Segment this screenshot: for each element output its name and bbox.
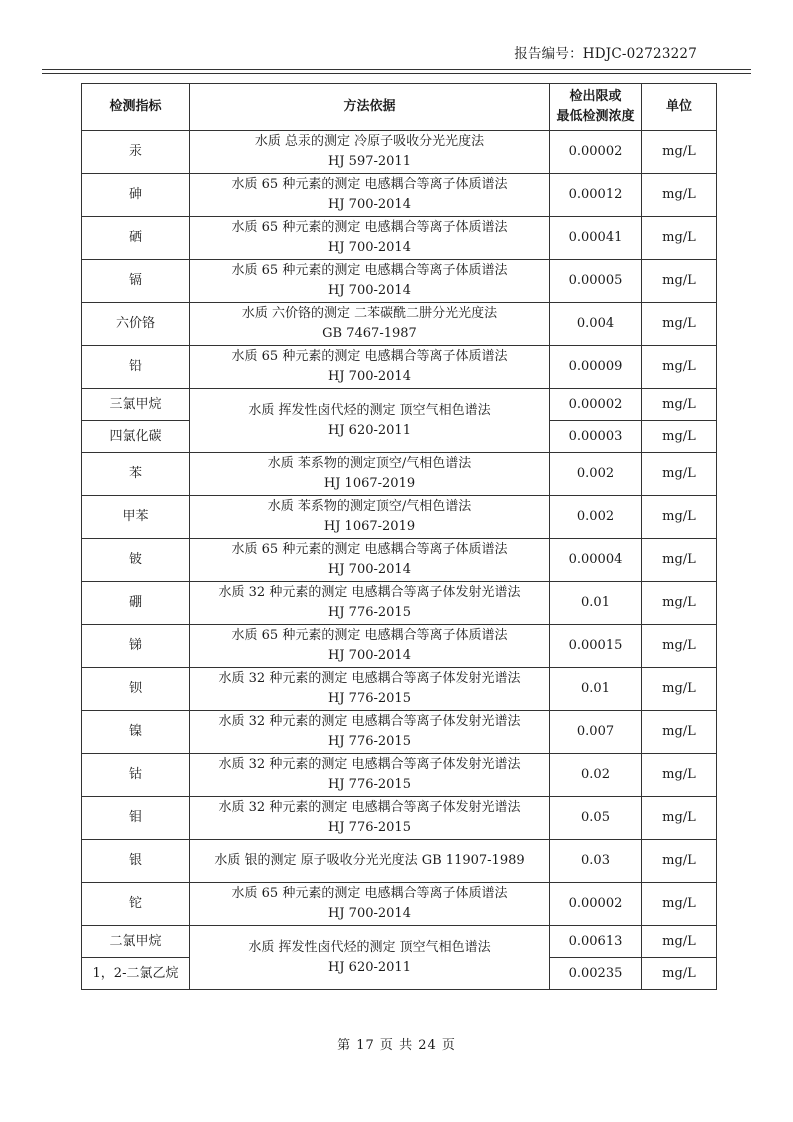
table-row xyxy=(82,217,717,260)
indicator-cell: 砷 xyxy=(82,174,190,217)
detection-limit-cell: 0.00009 xyxy=(550,346,642,389)
detection-limit-cell: 0.002 xyxy=(550,453,642,496)
method-text: 水质 32 种元素的测定 电感耦合等离子体发射光谱法 xyxy=(218,671,521,686)
method-standard: HJ 700-2014 xyxy=(328,197,411,212)
method-cell xyxy=(190,711,550,754)
method-cell xyxy=(190,625,550,668)
unit-cell: mg/L xyxy=(642,421,717,453)
detection-limit-cell: 0.00002 xyxy=(550,883,642,926)
method-text: 水质 65 种元素的测定 电感耦合等离子体质谱法 xyxy=(231,263,508,278)
indicator-cell: 银 xyxy=(82,840,190,883)
method-text: 水质 挥发性卤代烃的测定 顶空气相色谱法 xyxy=(248,402,491,418)
method-text: 水质 六价铬的测定 二苯碳酰二肼分光光度法 xyxy=(241,306,498,321)
method-cell xyxy=(190,174,550,217)
header-rule xyxy=(42,69,751,70)
indicator-cell: 苯 xyxy=(82,453,190,496)
detection-limit-cell: 0.00041 xyxy=(550,217,642,260)
method-text: 水质 65 种元素的测定 电感耦合等离子体质谱法 xyxy=(231,542,508,557)
indicator-cell: 钼 xyxy=(82,797,190,840)
detection-limit-cell: 0.007 xyxy=(550,711,642,754)
method-standard: HJ 700-2014 xyxy=(328,369,411,384)
test-results-table xyxy=(81,83,717,990)
unit-cell: mg/L xyxy=(642,926,717,958)
unit-cell: mg/L xyxy=(642,797,717,840)
method-standard: HJ 776-2015 xyxy=(328,820,411,835)
indicator-cell: 镍 xyxy=(82,711,190,754)
table-row xyxy=(82,754,717,797)
detection-limit-cell: 0.02 xyxy=(550,754,642,797)
detection-limit-cell: 0.004 xyxy=(550,303,642,346)
method-text: 水质 32 种元素的测定 电感耦合等离子体发射光谱法 xyxy=(218,800,521,815)
header-limit-line2: 最低检测浓度 xyxy=(556,109,635,124)
method-standard: HJ 700-2014 xyxy=(328,648,411,663)
unit-cell: mg/L xyxy=(642,582,717,625)
method-standard: HJ 776-2015 xyxy=(328,734,411,749)
method-cell xyxy=(190,389,550,453)
header-indicator: 检测指标 xyxy=(82,84,190,131)
method-standard: HJ 620-2011 xyxy=(328,959,411,975)
table-row xyxy=(82,131,717,174)
method-cell xyxy=(190,926,550,990)
unit-cell: mg/L xyxy=(642,303,717,346)
table-row xyxy=(82,625,717,668)
indicator-cell: 甲苯 xyxy=(82,496,190,539)
indicator-cell: 硒 xyxy=(82,217,190,260)
method-cell xyxy=(190,539,550,582)
method-standard: HJ 776-2015 xyxy=(328,605,411,620)
detection-limit-cell: 0.00002 xyxy=(550,131,642,174)
table-row xyxy=(82,260,717,303)
method-standard: HJ 776-2015 xyxy=(328,691,411,706)
header-rule xyxy=(42,73,751,74)
unit-cell: mg/L xyxy=(642,496,717,539)
report-number: 报告编号：HDJC-02723227 xyxy=(514,46,697,62)
table-row xyxy=(82,303,717,346)
method-cell xyxy=(190,496,550,539)
unit-cell: mg/L xyxy=(642,539,717,582)
indicator-cell: 铊 xyxy=(82,883,190,926)
detection-limit-cell: 0.01 xyxy=(550,668,642,711)
indicator-cell: 1，2-二氯乙烷 xyxy=(82,958,190,990)
table-row xyxy=(82,389,717,421)
unit-cell: mg/L xyxy=(642,711,717,754)
method-standard: HJ 700-2014 xyxy=(328,283,411,298)
method-cell xyxy=(190,582,550,625)
method-standard: HJ 1067-2019 xyxy=(323,519,416,534)
unit-cell: mg/L xyxy=(642,217,717,260)
method-text: 水质 32 种元素的测定 电感耦合等离子体发射光谱法 xyxy=(218,585,521,600)
detection-limit-cell: 0.00613 xyxy=(550,926,642,958)
detection-limit-cell: 0.00002 xyxy=(550,389,642,421)
indicator-cell: 四氯化碳 xyxy=(82,421,190,453)
detection-limit-cell: 0.00235 xyxy=(550,958,642,990)
table-row xyxy=(82,174,717,217)
table-row xyxy=(82,840,717,883)
method-text: 水质 65 种元素的测定 电感耦合等离子体质谱法 xyxy=(231,628,508,643)
method-text: 水质 总汞的测定 冷原子吸收分光光度法 xyxy=(254,134,485,149)
method-text: 水质 32 种元素的测定 电感耦合等离子体发射光谱法 xyxy=(218,714,521,729)
detection-limit-cell: 0.00015 xyxy=(550,625,642,668)
table-row xyxy=(82,668,717,711)
method-text: 水质 挥发性卤代烃的测定 顶空气相色谱法 xyxy=(248,939,491,955)
method-standard: HJ 700-2014 xyxy=(328,240,411,255)
table-row xyxy=(82,453,717,496)
indicator-cell: 硼 xyxy=(82,582,190,625)
method-cell xyxy=(190,303,550,346)
method-standard: GB 7467-1987 xyxy=(322,326,417,341)
detection-limit-cell: 0.00012 xyxy=(550,174,642,217)
detection-limit-cell: 0.00005 xyxy=(550,260,642,303)
method-cell xyxy=(190,883,550,926)
header-unit: 单位 xyxy=(642,84,717,131)
method-cell xyxy=(190,131,550,174)
detection-limit-cell: 0.00004 xyxy=(550,539,642,582)
unit-cell: mg/L xyxy=(642,883,717,926)
indicator-cell: 汞 xyxy=(82,131,190,174)
indicator-cell: 六价铬 xyxy=(82,303,190,346)
table-row xyxy=(82,496,717,539)
detection-limit-cell: 0.01 xyxy=(550,582,642,625)
method-cell xyxy=(190,217,550,260)
table-row xyxy=(82,582,717,625)
detection-limit-cell: 0.03 xyxy=(550,840,642,883)
indicator-cell: 三氯甲烷 xyxy=(82,389,190,421)
indicator-cell: 铍 xyxy=(82,539,190,582)
method-cell xyxy=(190,754,550,797)
indicator-cell: 二氯甲烷 xyxy=(82,926,190,958)
unit-cell: mg/L xyxy=(642,453,717,496)
detection-limit-cell: 0.00003 xyxy=(550,421,642,453)
header-limit-line1: 检出限或 xyxy=(569,89,622,104)
unit-cell: mg/L xyxy=(642,668,717,711)
method-cell xyxy=(190,668,550,711)
method-cell xyxy=(190,453,550,496)
table-row xyxy=(82,883,717,926)
indicator-cell: 锑 xyxy=(82,625,190,668)
method-cell xyxy=(190,260,550,303)
method-text: 水质 65 种元素的测定 电感耦合等离子体质谱法 xyxy=(231,177,508,192)
method-text: 水质 苯系物的测定顶空/气相色谱法 xyxy=(267,499,472,514)
indicator-cell: 铅 xyxy=(82,346,190,389)
method-cell xyxy=(190,840,550,883)
table-body xyxy=(82,131,717,990)
unit-cell: mg/L xyxy=(642,260,717,303)
table-row xyxy=(82,346,717,389)
unit-cell: mg/L xyxy=(642,346,717,389)
method-standard: HJ 620-2011 xyxy=(328,422,411,438)
table-row xyxy=(82,797,717,840)
unit-cell: mg/L xyxy=(642,389,717,421)
method-standard: HJ 700-2014 xyxy=(328,906,411,921)
table-row xyxy=(82,711,717,754)
method-standard: HJ 597-2011 xyxy=(328,154,411,169)
method-text: 水质 银的测定 原子吸收分光光度法 GB 11907-1989 xyxy=(214,853,525,868)
method-standard: HJ 700-2014 xyxy=(328,562,411,577)
page-number: 第 17 页 共 24 页 xyxy=(337,1038,456,1053)
method-text: 水质 65 种元素的测定 电感耦合等离子体质谱法 xyxy=(231,220,508,235)
unit-cell: mg/L xyxy=(642,174,717,217)
method-standard: HJ 1067-2019 xyxy=(323,476,416,491)
unit-cell: mg/L xyxy=(642,625,717,668)
unit-cell: mg/L xyxy=(642,131,717,174)
method-text: 水质 苯系物的测定顶空/气相色谱法 xyxy=(267,456,472,471)
indicator-cell: 镉 xyxy=(82,260,190,303)
unit-cell: mg/L xyxy=(642,958,717,990)
unit-cell: mg/L xyxy=(642,754,717,797)
table-row xyxy=(82,926,717,958)
unit-cell: mg/L xyxy=(642,840,717,883)
method-text: 水质 32 种元素的测定 电感耦合等离子体发射光谱法 xyxy=(218,757,521,772)
method-cell xyxy=(190,346,550,389)
detection-limit-cell: 0.002 xyxy=(550,496,642,539)
method-cell xyxy=(190,797,550,840)
method-standard: HJ 776-2015 xyxy=(328,777,411,792)
method-text: 水质 65 种元素的测定 电感耦合等离子体质谱法 xyxy=(231,349,508,364)
method-text: 水质 65 种元素的测定 电感耦合等离子体质谱法 xyxy=(231,886,508,901)
table-header-row xyxy=(82,84,717,131)
table-row xyxy=(82,539,717,582)
detection-limit-cell: 0.05 xyxy=(550,797,642,840)
header-limit xyxy=(550,84,642,131)
indicator-cell: 钴 xyxy=(82,754,190,797)
header-method: 方法依据 xyxy=(190,84,550,131)
indicator-cell: 钡 xyxy=(82,668,190,711)
